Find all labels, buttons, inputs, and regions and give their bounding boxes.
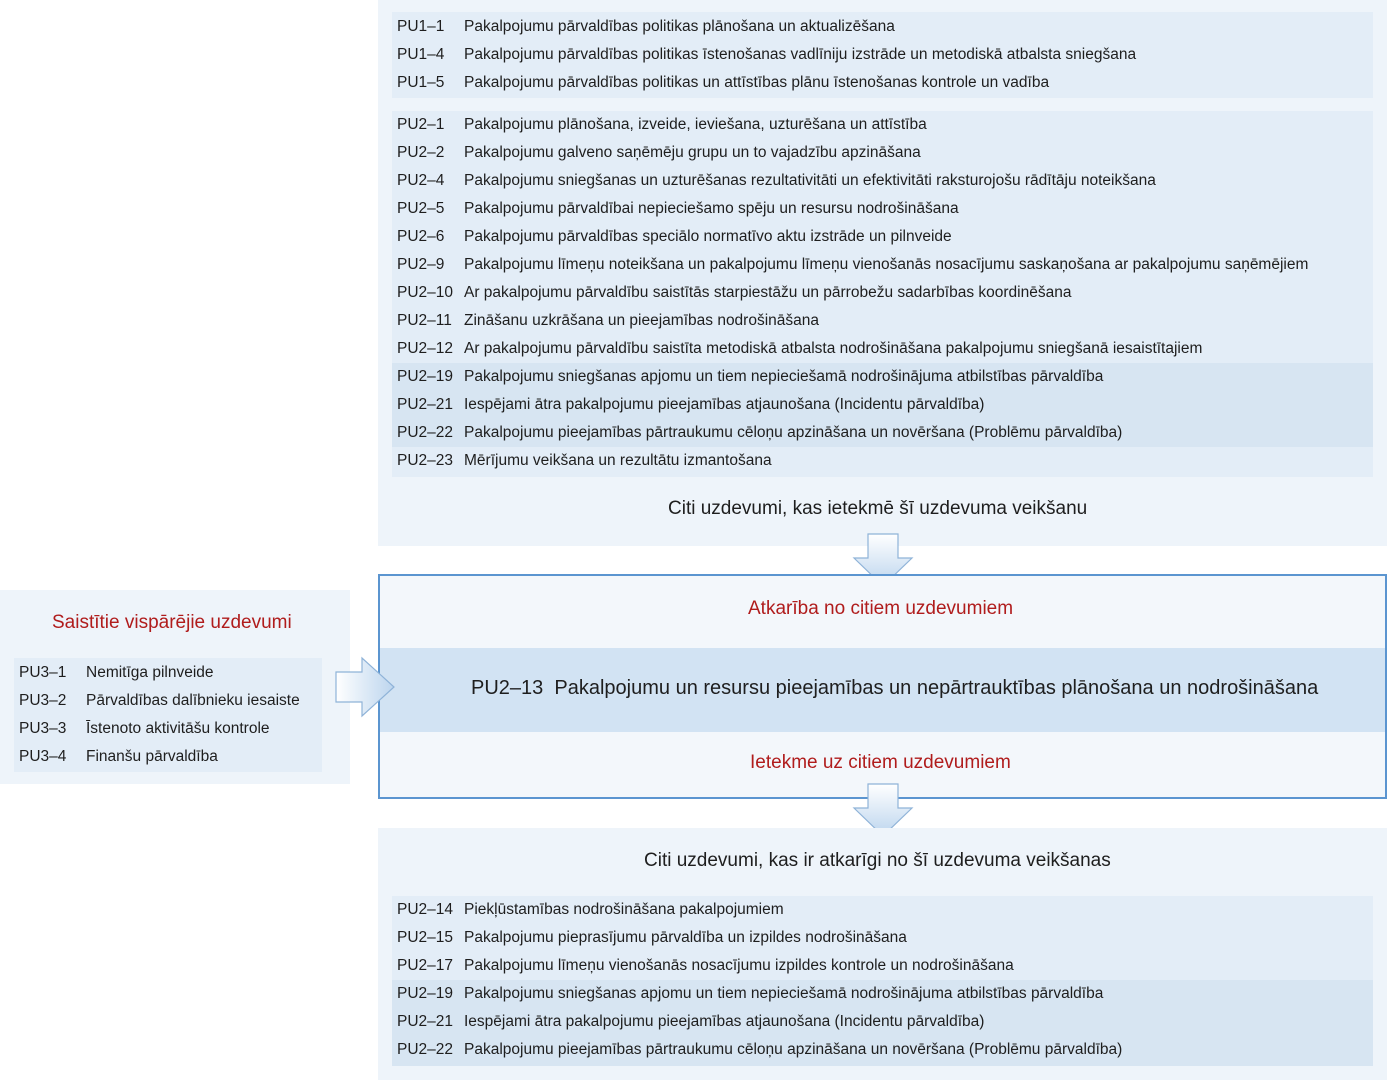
task-row	[392, 1036, 1373, 1064]
task-code: PU2–6	[397, 228, 445, 245]
task-row	[392, 391, 1373, 419]
task-code: PU2–11	[397, 312, 452, 329]
task-code: PU2–2	[397, 144, 445, 161]
task-code: PU2–4	[397, 172, 445, 189]
task-text: Īstenoto aktivitāšu kontrole	[86, 720, 270, 737]
task-code: PU3–3	[19, 720, 67, 737]
task-text: Pakalpojumu pieprasījumu pārvaldība un izpildes nodrošināšana	[464, 929, 907, 946]
task-row	[392, 251, 1373, 279]
influencing-tasks-panel	[378, 0, 1387, 546]
task-row	[392, 111, 1373, 139]
task-row	[392, 195, 1373, 223]
task-row	[392, 69, 1373, 97]
task-code: PU3–2	[19, 692, 67, 709]
task-code: PU3–4	[19, 748, 67, 765]
influencing-caption: Citi uzdevumi, kas ietekmē šī uzdevuma veikšanu	[668, 498, 1088, 519]
task-text: Pakalpojumu pārvaldības politikas īstenošanas vadlīniju izstrāde un metodiskā atbalsta sniegšana	[464, 46, 1137, 63]
task-code: PU2–21	[397, 396, 454, 413]
task-code: PU2–12	[397, 340, 454, 357]
task-text: Pakalpojumu plānošana, izveide, ieviešana, uzturēšana un attīstība	[464, 116, 927, 133]
dependent-tasks-group	[392, 896, 1373, 1066]
task-code: PU2–17	[397, 957, 454, 974]
task-text: Ar pakalpojumu pārvaldību saistītās starpiestāžu un pārrobežu sadarbības koordinēšana	[464, 284, 1072, 301]
task-row	[392, 952, 1373, 980]
task-text: Iespējami ātra pakalpojumu pieejamības atjaunošana (Incidentu pārvaldība)	[464, 1013, 985, 1030]
task-text: Pakalpojumu pārvaldībai nepieciešamo spēju un resursu nodrošināšana	[464, 200, 959, 217]
task-code: PU2–10	[397, 284, 454, 301]
task-text: Nemitīga pilnveide	[86, 664, 214, 681]
right-arrow-icon	[334, 656, 396, 718]
task-code: PU2–1	[397, 116, 445, 133]
task-text: Mērījumu veikšana un rezultātu izmantošana	[464, 452, 772, 469]
task-row	[392, 447, 1373, 475]
task-row	[392, 167, 1373, 195]
task-code: PU2–9	[397, 256, 445, 273]
task-text: Pakalpojumu pieejamības pārtraukumu cēloņu apzināšana un novēršana (Problēmu pārvaldība)	[464, 1041, 1123, 1058]
task-row	[392, 41, 1373, 69]
task-row	[392, 924, 1373, 952]
focus-task-band	[380, 648, 1385, 732]
task-row	[392, 13, 1373, 41]
task-row	[392, 307, 1373, 335]
task-text: Pakalpojumu sniegšanas un uzturēšanas rezultativitāti un efektivitāti raksturojošu rādītāju noteikšana	[464, 172, 1156, 189]
task-text: Finanšu pārvaldība	[86, 748, 218, 765]
task-row	[392, 363, 1373, 391]
task-text: Pakalpojumu galveno saņēmēju grupu un to vajadzību apzināšana	[464, 144, 921, 161]
task-row	[392, 279, 1373, 307]
service-tasks-group	[392, 111, 1373, 477]
task-row	[14, 743, 322, 771]
task-text: Pakalpojumu līmeņu vienošanās nosacījumu izpildes kontrole un nodrošināšana	[464, 957, 1014, 974]
task-row	[392, 1008, 1373, 1036]
task-row	[392, 223, 1373, 251]
general-tasks-group	[14, 658, 322, 772]
task-text: Zināšanu uzkrāšana un pieejamības nodrošināšana	[464, 312, 820, 329]
task-text: Pakalpojumu pārvaldības speciālo normatīvo aktu izstrāde un pilnveide	[464, 228, 952, 245]
task-code: PU2–15	[397, 929, 454, 946]
task-row	[14, 715, 322, 743]
task-row	[392, 335, 1373, 363]
task-text: Ar pakalpojumu pārvaldību saistīta metodiskā atbalsta nodrošināšana pakalpojumu sniegšanā iesaistītajiem	[464, 340, 1203, 357]
task-code: PU1–4	[397, 46, 445, 63]
focus-task-text: Pakalpojumu un resursu pieejamības un nepārtrauktības plānošana un nodrošināšana	[554, 677, 1319, 699]
task-code: PU2–21	[397, 1013, 454, 1030]
task-text: Pakalpojumu pārvaldības politikas un attīstības plānu īstenošanas kontrole un vadība	[464, 74, 1050, 91]
task-row	[392, 896, 1373, 924]
task-code: PU3–1	[19, 664, 67, 681]
task-row	[392, 139, 1373, 167]
task-row	[392, 980, 1373, 1008]
task-text: Pakalpojumu pārvaldības politikas plānošana un aktualizēšana	[464, 18, 895, 35]
general-tasks-title: Saistītie vispārējie uzdevumi	[52, 612, 292, 633]
task-text: Piekļūstamības nodrošināšana pakalpojumiem	[464, 901, 784, 918]
task-row	[14, 659, 322, 687]
task-text: Pakalpojumu sniegšanas apjomu un tiem nepieciešamā nodrošinājuma atbilstības pārvaldība	[464, 985, 1104, 1002]
dependent-caption: Citi uzdevumi, kas ir atkarīgi no šī uzdevuma veikšanas	[644, 850, 1111, 871]
dependency-label: Atkarība no citiem uzdevumiem	[748, 598, 1014, 619]
general-tasks-panel	[0, 590, 350, 784]
task-code: PU2–5	[397, 200, 445, 217]
task-code: PU1–1	[397, 18, 445, 35]
task-code: PU2–14	[397, 901, 454, 918]
task-code: PU2–22	[397, 424, 454, 441]
task-text: Pārvaldības dalībnieku iesaiste	[86, 692, 300, 709]
task-code: PU1–5	[397, 74, 445, 91]
focus-task-code: PU2–13	[471, 677, 544, 699]
task-text: Pakalpojumu līmeņu noteikšana un pakalpojumu līmeņu vienošanās nosacījumu saskaņošana ar pakalpojumu saņēmējiem	[464, 256, 1309, 273]
task-text: Pakalpojumu pieejamības pārtraukumu cēloņu apzināšana un novēršana (Problēmu pārvaldība)	[464, 424, 1123, 441]
task-text: Pakalpojumu sniegšanas apjomu un tiem nepieciešamā nodrošinājuma atbilstības pārvaldība	[464, 368, 1104, 385]
task-row	[392, 419, 1373, 447]
task-text: Iespējami ātra pakalpojumu pieejamības atjaunošana (Incidentu pārvaldība)	[464, 396, 985, 413]
focus-task-box	[378, 574, 1387, 799]
dependent-tasks-panel	[378, 828, 1387, 1080]
policy-tasks-group	[392, 12, 1373, 98]
impact-label: Ietekme uz citiem uzdevumiem	[750, 752, 1011, 773]
task-row	[14, 687, 322, 715]
focus-task-title	[471, 677, 1318, 700]
task-code: PU2–22	[397, 1041, 454, 1058]
task-code: PU2–19	[397, 368, 454, 385]
task-code: PU2–19	[397, 985, 454, 1002]
task-code: PU2–23	[397, 452, 454, 469]
